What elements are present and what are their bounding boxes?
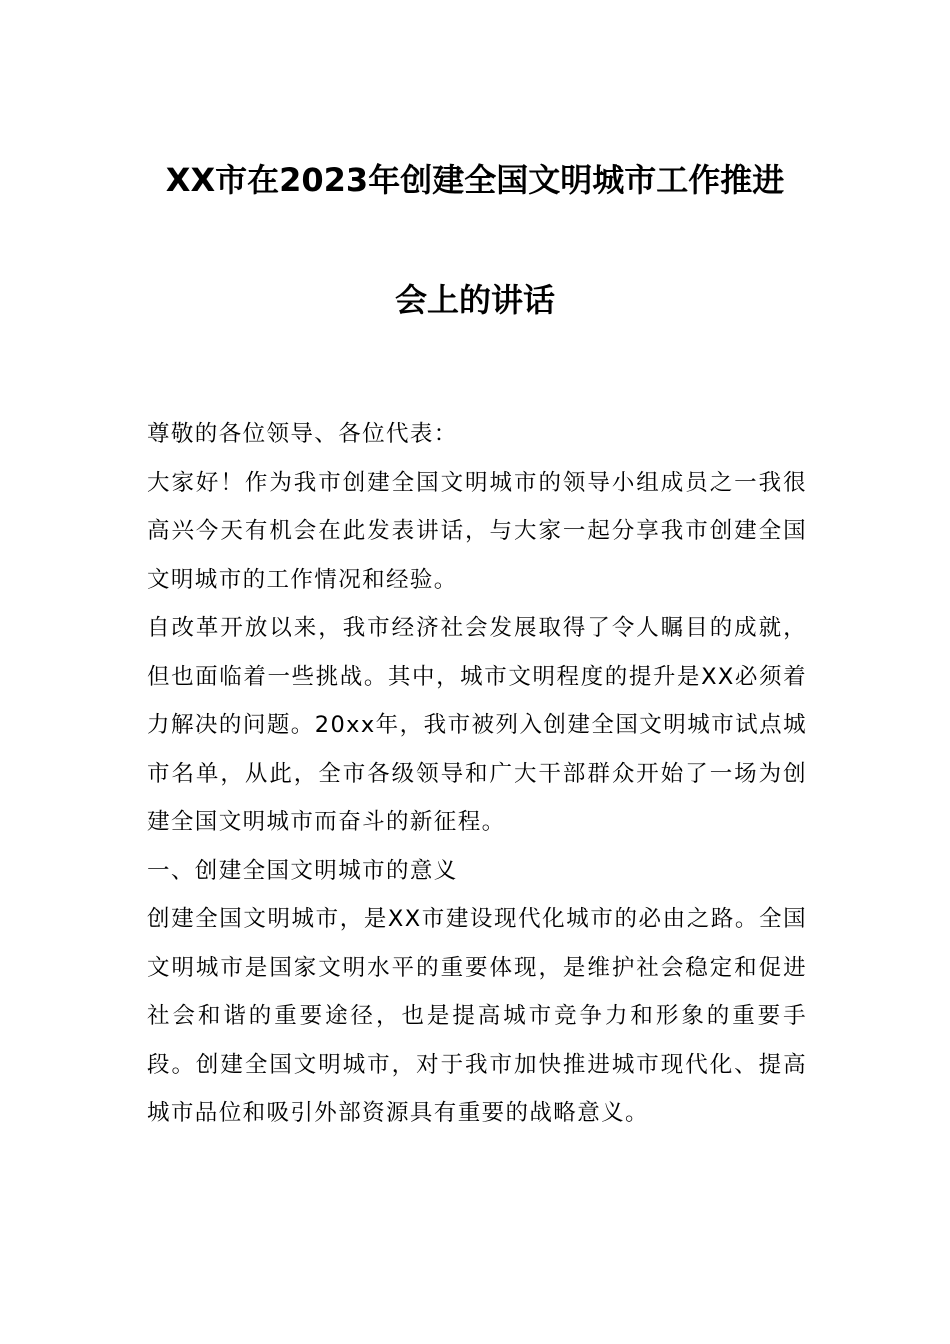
document-body bbox=[147, 410, 807, 1138]
paragraph-significance: 创建全国文明城市，是XX市建设现代化城市的必由之路。全国文明城市是国家文明水平的重要体现，是维护社会稳定和促进社会和谐的重要途径，也是提高城市竞争力和形象的重要手段。创建全国文明城市，对于我市加快推进城市现代化、提高城市品位和吸引外部资源具有重要的战略意义。 bbox=[147, 906, 807, 1126]
document-title-line-1: XX市在2023年创建全国文明城市工作推进 bbox=[165, 161, 785, 199]
section-heading-1: 一、创建全国文明城市的意义 bbox=[147, 857, 458, 884]
paragraph-background: 自改革开放以来，我市经济社会发展取得了令人瞩目的成就，但也面临着一些挑战。其中，城市文明程度的提升是XX必须着力解决的问题。20xx年，我市被列入创建全国文明城市试点城市名单，从此，全市各级领导和广大干部群众开始了一场为创建全国文明城市而奋斗的新征程。 bbox=[147, 615, 807, 835]
document-title-line-2: 会上的讲话 bbox=[394, 281, 555, 319]
salutation: 尊敬的各位领导、各位代表： bbox=[147, 421, 458, 447]
paragraph-greeting: 大家好！作为我市创建全国文明城市的领导小组成员之一我很高兴今天有机会在此发表讲话，与大家一起分享我市创建全国文明城市的工作情况和经验。 bbox=[147, 469, 807, 593]
